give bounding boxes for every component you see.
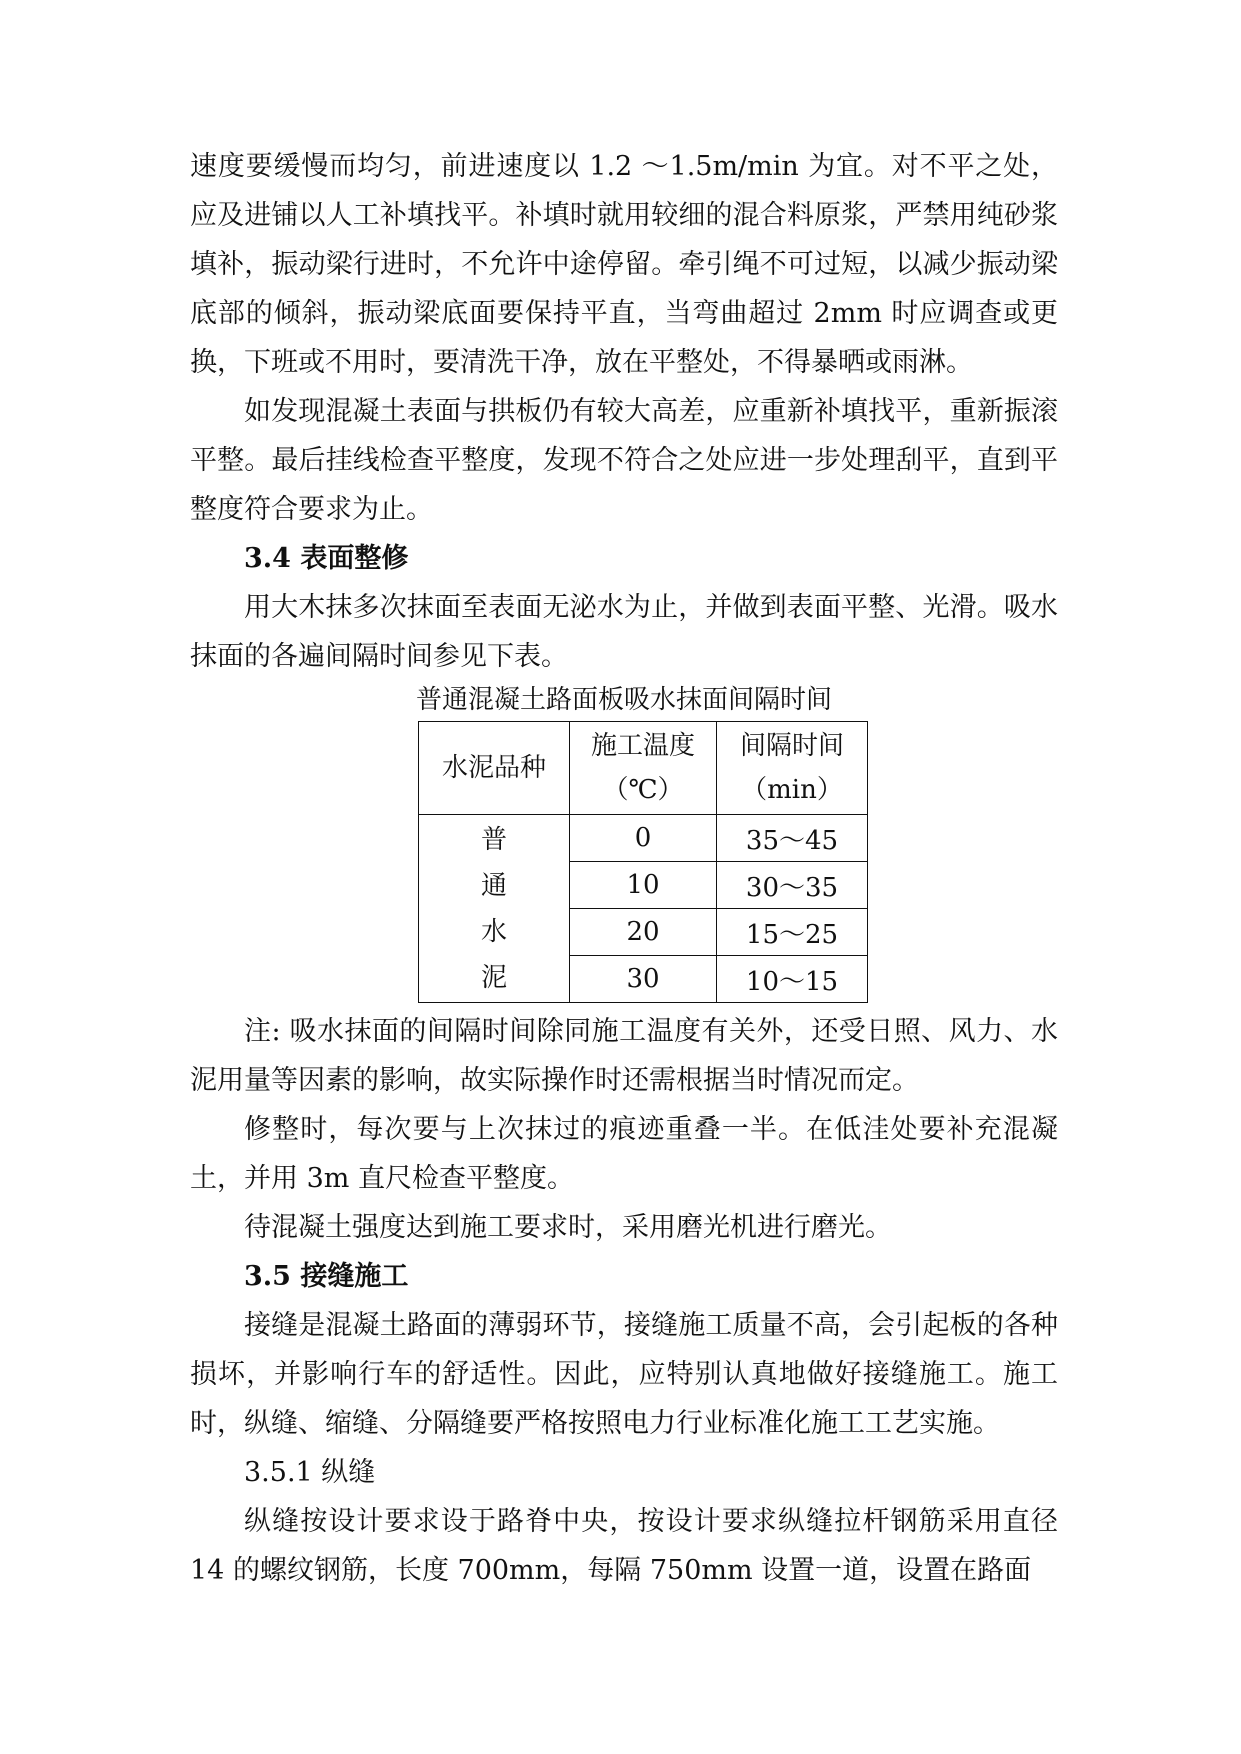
section-heading: 3.4 表面整修 — [244, 543, 409, 574]
table-note: 注: 吸水抹面的间隔时间除同施工温度有关外，还受日照、风力、水泥用量等因素的影响，故实际操作时还需根据当时情况而定。 — [190, 1016, 1058, 1096]
table-header-row — [419, 722, 868, 815]
cement-char: 水 — [480, 916, 507, 947]
temperature-cell: 20 — [570, 909, 717, 956]
cement-char: 通 — [480, 870, 507, 901]
interval-cell: 35～45 — [717, 815, 868, 862]
temperature-cell: 0 — [570, 815, 717, 862]
header-temperature — [570, 722, 717, 815]
header-interval-label: 间隔时间 — [739, 731, 844, 761]
header-temperature-unit: （℃） — [602, 775, 684, 805]
header-temperature-label: 施工温度 — [590, 731, 695, 761]
header-interval — [717, 722, 868, 815]
paragraph: 待混凝土强度达到施工要求时，采用磨光机进行磨光。 — [244, 1212, 892, 1243]
cement-char: 普 — [480, 824, 507, 855]
interval-cell: 15～25 — [717, 909, 868, 956]
table-row — [419, 815, 868, 862]
table-title: 普通混凝土路面板吸水抹面间隔时间 — [415, 685, 832, 715]
paragraph: 用大木抹多次抹面至表面无泌水为止，并做到表面平整、光滑。吸水抹面的各遍间隔时间参见下表。 — [190, 592, 1058, 672]
document-page — [190, 142, 1058, 1595]
cement-type-cell — [419, 815, 570, 1003]
header-interval-unit: （min） — [741, 775, 843, 805]
interval-table — [418, 721, 868, 1003]
paragraph: 速度要缓慢而均匀，前进速度以 1.2 ～1.5m/min 为宜。对不平之处，应及进铺以人工补填找平。补填时就用较细的混合料原浆，严禁用纯砂浆填补，振动梁行进时，不允许中途停留。牵引绳不可过短，以减少振动梁底部的倾斜，振动梁底面要保持平直，当弯曲超过 2mm 时应调查或更换，下班或不用时，要清洗干净，放在平整处，不得暴晒或雨淋。 — [190, 151, 1058, 378]
header-cement-label: 水泥品种 — [441, 753, 546, 783]
temperature-cell: 30 — [570, 956, 717, 1003]
paragraph: 纵缝按设计要求设于路脊中央，按设计要求纵缝拉杆钢筋采用直径 14 的螺纹钢筋，长度 700mm，每隔 750mm 设置一道，设置在路面 — [190, 1506, 1058, 1586]
temperature-cell: 10 — [570, 862, 717, 909]
header-cement-type — [419, 722, 570, 815]
paragraph: 如发现混凝土表面与拱板仍有较大高差，应重新补填找平，重新振滚平整。最后挂线检查平整度，发现不符合之处应进一步处理刮平，直到平整度符合要求为止。 — [190, 396, 1058, 525]
subsection-heading: 3.5.1 纵缝 — [244, 1457, 376, 1488]
interval-cell: 30～35 — [717, 862, 868, 909]
cement-char: 泥 — [480, 962, 507, 993]
section-heading: 3.5 接缝施工 — [244, 1261, 409, 1292]
interval-cell: 10～15 — [717, 956, 868, 1003]
paragraph: 修整时，每次要与上次抹过的痕迹重叠一半。在低洼处要补充混凝土，并用 3m 直尺检查平整度。 — [190, 1114, 1058, 1194]
paragraph: 接缝是混凝土路面的薄弱环节，接缝施工质量不高，会引起板的各种损坏，并影响行车的舒适性。因此，应特别认真地做好接缝施工。施工时，纵缝、缩缝、分隔缝要严格按照电力行业标准化施工工艺实施。 — [190, 1310, 1058, 1439]
